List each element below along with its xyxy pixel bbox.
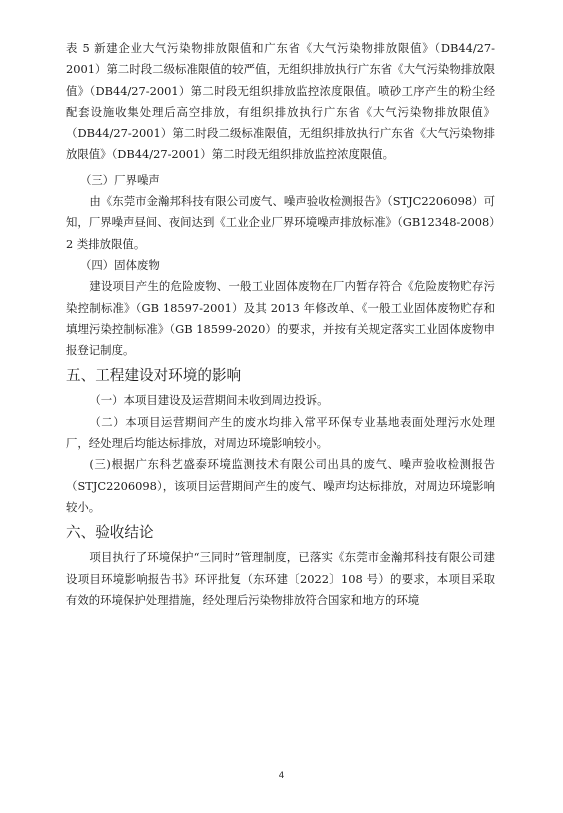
section-5-item-1: （一）本项目建设及运营期间未收到周边投诉。 xyxy=(89,393,329,408)
noise-paragraph: 由《东莞市金瀚邦科技有限公司废气、噪声验收检测报告》（STJC2206098）可知，厂界噪声昼间、夜间达到《工业企业厂界环境噪声排放标准》（GB12348-2008）2 类排放限值。 xyxy=(66,194,495,251)
section-5-item-3: (三)根据广东科艺盛泰环境监测技术有限公司出具的废气、噪声验收检测报告（STJC2206098），该项目运营期间产生的废气、噪声均达标排放，对周边环境影响较小。 xyxy=(66,457,495,514)
page-number: 4 xyxy=(278,771,285,781)
section-5-heading: 五、工程建设对环境的影响 xyxy=(66,367,242,385)
page-content xyxy=(66,38,495,611)
solid-waste-subheading: （四）固体废物 xyxy=(80,257,160,272)
noise-subheading: （三）厂界噪声 xyxy=(80,172,160,187)
section-6-paragraph: 项目执行了环境保护“三同时”管理制度，已落实《东莞市金瀚邦科技有限公司建设项目环境影响报告书》环评批复（东环建〔2022〕108 号）的要求，本项目采取有效的环境保护处理措施，经处理后污染物排放符合国家和地方的环境 xyxy=(66,550,495,607)
air-emission-paragraph: 表 5 新建企业大气污染物排放限值和广东省《大气污染物排放限值》（DB44/27-2001）第二时段二级标准限值的较严值，无组织排放执行广东省《大气污染物排放限值》（DB44/27-2001）第二时段无组织排放监控浓度限值。喷砂工序产生的粉尘经配套设施收集处理后高空排放，有组织排放执行广东省《大气污染物排放限值》（DB44/27-2001）第二时段二级标准限值，无组织排放执行广东省《大气污染物排放限值》（DB44/27-2001）第二时段无组织排放监控浓度限值。 xyxy=(66,41,495,162)
solid-waste-paragraph: 建设项目产生的危险废物、一般工业固体废物在厂内暂存符合《危险废物贮存污染控制标准》（GB 18597-2001）及其 2013 年修改单、《一般工业固体废物贮存和填埋污染控制标准》（GB 18599-2020）的要求，并按有关规定落实工业固体废物申报登记制度。 xyxy=(66,279,495,358)
section-6-heading: 六、验收结论 xyxy=(66,524,154,542)
section-5-item-2: （二）本项目运营期间产生的废水均排入常平环保专业基地表面处理污水处理厂，经处理后均能达标排放，对周边环境影响较小。 xyxy=(66,414,495,451)
